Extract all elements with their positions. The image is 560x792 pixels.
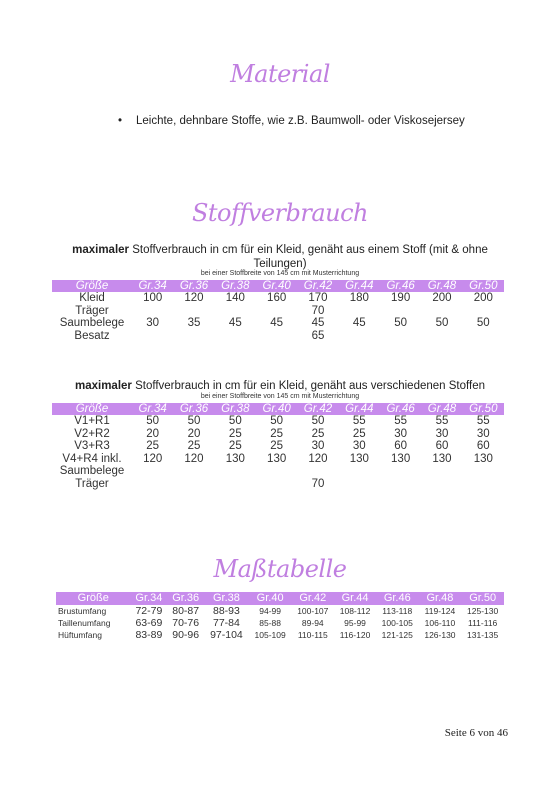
table-cell: 50 bbox=[228, 415, 242, 427]
header-cell-gr34: Gr.34 bbox=[130, 592, 167, 605]
table-cell: 113-118 bbox=[382, 606, 413, 616]
table-cell bbox=[380, 330, 421, 343]
table-cell: 20 bbox=[146, 427, 160, 440]
table-cell: 95-99 bbox=[344, 618, 366, 628]
header-cell-gr36: Gr.36 bbox=[173, 280, 214, 292]
table-cell: 120 bbox=[184, 452, 204, 465]
table1-subcaption: bei einer Stoffbreite von 145 cm mit Musterrichtung bbox=[200, 270, 360, 277]
table-row bbox=[52, 292, 504, 305]
section-title-stoffverbrauch: Stoffverbrauch bbox=[191, 199, 369, 227]
table-cell: 60 bbox=[435, 440, 449, 453]
table-cell bbox=[173, 330, 214, 343]
row-label: V1+R1 bbox=[74, 415, 110, 427]
table-cell bbox=[215, 478, 256, 491]
row-label: Hüftumfang bbox=[58, 630, 102, 640]
table-cell: 130 bbox=[349, 452, 369, 465]
table-cell: 90-96 bbox=[172, 629, 200, 641]
row-label: Brustumfang bbox=[58, 606, 107, 616]
table-cell: 200 bbox=[473, 292, 493, 304]
row-label: Saumbelege bbox=[59, 465, 125, 478]
table-cell: 119-124 bbox=[424, 606, 456, 616]
page-number: Seite 6 von 46 bbox=[444, 727, 508, 739]
table-cell: 120 bbox=[308, 452, 328, 465]
table-cell: 121-125 bbox=[381, 630, 413, 640]
table-cell: 55 bbox=[352, 415, 366, 427]
table2-caption-rest: Stoffverbrauch in cm für ein Kleid, genäht aus verschiedenen Stoffen bbox=[131, 380, 485, 392]
table-cell: 180 bbox=[349, 292, 369, 304]
table-cell bbox=[256, 465, 297, 478]
header-cell-gr46: Gr.46 bbox=[380, 280, 421, 292]
table2-subcaption: bei einer Stoffbreite von 145 cm mit Musterrichtung bbox=[200, 393, 360, 400]
table-row bbox=[52, 478, 504, 491]
table-cell: 70 bbox=[311, 477, 325, 490]
table-cell: 55 bbox=[435, 415, 449, 427]
table-cell: 45 bbox=[352, 317, 366, 330]
table-cell: 30 bbox=[352, 440, 366, 453]
table-cell: 25 bbox=[228, 440, 242, 453]
table-cell: 110-115 bbox=[297, 630, 328, 640]
size-chart-table bbox=[56, 592, 504, 641]
table-cell bbox=[380, 305, 421, 318]
table-cell: 100-107 bbox=[297, 606, 329, 616]
table-cell bbox=[256, 330, 297, 343]
table-cell bbox=[463, 478, 504, 491]
header-cell-size: Größe bbox=[56, 592, 130, 605]
header-cell-gr44: Gr.44 bbox=[334, 592, 376, 605]
material-bullet-text: Leichte, dehnbare Stoffe, wie z.B. Baumwoll- oder Viskosejersey bbox=[136, 115, 465, 127]
table-row bbox=[52, 415, 504, 428]
table-cell: 70-76 bbox=[172, 617, 200, 629]
table-cell: 50 bbox=[476, 317, 490, 330]
table-cell bbox=[339, 478, 380, 491]
table-cell: 30 bbox=[394, 427, 408, 440]
table-row bbox=[52, 428, 504, 441]
table-cell: 116-120 bbox=[339, 630, 371, 640]
table2-caption bbox=[60, 379, 500, 393]
table-cell: 120 bbox=[143, 452, 163, 465]
row-label: Kleid bbox=[79, 292, 105, 304]
table-cell bbox=[421, 330, 462, 343]
table-cell bbox=[256, 305, 297, 318]
header-cell-gr48: Gr.48 bbox=[421, 280, 462, 292]
table-row bbox=[56, 617, 504, 629]
table-row bbox=[56, 629, 504, 641]
table-cell: 111-116 bbox=[467, 618, 498, 628]
row-label: V3+R3 bbox=[74, 440, 110, 453]
table-cell bbox=[421, 305, 462, 318]
table-cell: 160 bbox=[267, 292, 287, 304]
header-cell-gr36: Gr.36 bbox=[173, 403, 214, 415]
table-cell bbox=[132, 465, 173, 478]
header-cell-size: Größe bbox=[52, 403, 132, 415]
header-cell-gr48: Gr.48 bbox=[421, 403, 462, 415]
table-cell: 30 bbox=[435, 427, 449, 440]
table-cell bbox=[421, 465, 462, 478]
row-label: Saumbelege bbox=[59, 317, 125, 330]
table-cell: 130 bbox=[267, 452, 287, 465]
table-cell: 130 bbox=[473, 452, 493, 465]
table-cell: 130 bbox=[432, 452, 452, 465]
table-cell: 45 bbox=[270, 317, 284, 330]
header-cell-gr34: Gr.34 bbox=[132, 403, 173, 415]
table-cell bbox=[256, 478, 297, 491]
table-cell: 106-110 bbox=[424, 618, 456, 628]
table-cell: 55 bbox=[476, 415, 490, 427]
table-cell bbox=[380, 478, 421, 491]
table-cell: 65 bbox=[311, 329, 325, 342]
table-cell bbox=[380, 465, 421, 478]
table-cell: 100 bbox=[143, 292, 163, 304]
bullet-icon: • bbox=[118, 115, 123, 127]
table-cell: 50 bbox=[394, 317, 408, 330]
table-cell: 130 bbox=[391, 452, 411, 465]
table-cell: 45 bbox=[311, 317, 325, 330]
header-cell-size: Größe bbox=[52, 280, 132, 292]
header-cell-gr40: Gr.40 bbox=[249, 592, 292, 605]
header-cell-gr40: Gr.40 bbox=[256, 280, 297, 292]
table-cell: 20 bbox=[187, 427, 201, 440]
row-label: Träger bbox=[75, 477, 109, 490]
table-cell: 30 bbox=[476, 427, 490, 440]
header-cell-gr42: Gr.42 bbox=[297, 403, 338, 415]
header-cell-gr42: Gr.42 bbox=[291, 592, 334, 605]
header-cell-gr50: Gr.50 bbox=[461, 592, 504, 605]
table-cell bbox=[215, 305, 256, 318]
table-cell bbox=[463, 305, 504, 318]
table-cell bbox=[421, 478, 462, 491]
table-cell: 97-104 bbox=[210, 629, 243, 641]
table-cell: 45 bbox=[228, 317, 242, 330]
table-cell bbox=[339, 330, 380, 343]
fabric-table-single bbox=[52, 280, 504, 342]
table-cell bbox=[463, 330, 504, 343]
table-cell: 25 bbox=[270, 427, 284, 440]
table-cell: 130 bbox=[225, 452, 245, 465]
table-cell: 131-135 bbox=[467, 630, 499, 640]
table-cell: 88-93 bbox=[212, 605, 240, 617]
table-cell: 25 bbox=[228, 427, 242, 440]
table-row bbox=[52, 440, 504, 453]
table-cell: 77-84 bbox=[212, 617, 240, 629]
table-row bbox=[52, 330, 504, 343]
table1-caption-bold: maximaler bbox=[72, 244, 130, 256]
table1-caption-rest: Stoffverbrauch in cm für ein Kleid, genäht aus einem Stoff (mit & ohne Teilungen) bbox=[129, 244, 488, 270]
table-cell: 94-99 bbox=[259, 606, 281, 616]
table-cell: 89-94 bbox=[301, 618, 324, 628]
table-cell: 60 bbox=[476, 440, 490, 453]
table-cell bbox=[173, 465, 214, 478]
table-cell: 85-88 bbox=[259, 618, 281, 628]
table-cell: 55 bbox=[394, 415, 408, 427]
table-cell bbox=[132, 305, 173, 318]
header-cell-gr36: Gr.36 bbox=[167, 592, 204, 605]
table-cell: 30 bbox=[146, 317, 160, 330]
table-header-row bbox=[52, 403, 504, 415]
table-cell: 72-79 bbox=[135, 605, 163, 617]
table-cell bbox=[215, 330, 256, 343]
header-cell-gr50: Gr.50 bbox=[463, 403, 504, 415]
table-cell: 25 bbox=[352, 427, 366, 440]
table-cell: 200 bbox=[432, 292, 452, 304]
table-cell: 126-130 bbox=[424, 630, 456, 640]
row-label: V4+R4 inkl. bbox=[62, 452, 122, 465]
header-cell-gr38: Gr.38 bbox=[215, 403, 256, 415]
table-cell: 30 bbox=[311, 440, 325, 453]
header-cell-gr38: Gr.38 bbox=[215, 280, 256, 292]
table-cell bbox=[132, 478, 173, 491]
header-cell-gr48: Gr.48 bbox=[419, 592, 462, 605]
table-row bbox=[52, 317, 504, 330]
row-label: Träger bbox=[75, 304, 109, 317]
table-cell bbox=[215, 465, 256, 478]
row-label: Besatz bbox=[74, 329, 110, 342]
table-cell: 125-130 bbox=[467, 606, 499, 616]
table-cell: 50 bbox=[311, 415, 325, 427]
table-cell: 25 bbox=[311, 427, 325, 440]
table-cell: 120 bbox=[184, 292, 204, 304]
table-cell: 25 bbox=[270, 440, 284, 453]
table-cell: 108-112 bbox=[339, 606, 371, 616]
table-cell: 140 bbox=[225, 292, 245, 304]
table-cell bbox=[173, 305, 214, 318]
table-row bbox=[56, 605, 504, 617]
material-bullet bbox=[118, 115, 465, 127]
table-cell bbox=[339, 465, 380, 478]
table-cell: 190 bbox=[391, 292, 411, 304]
table-cell: 83-89 bbox=[135, 629, 163, 641]
header-cell-gr44: Gr.44 bbox=[339, 403, 380, 415]
table-row bbox=[52, 465, 504, 478]
table-cell: 50 bbox=[146, 415, 160, 427]
table-cell: 170 bbox=[308, 292, 328, 304]
table-row bbox=[52, 453, 504, 466]
table-cell: 80-87 bbox=[172, 605, 200, 617]
table-cell: 50 bbox=[270, 415, 284, 427]
table-cell bbox=[339, 305, 380, 318]
header-cell-gr38: Gr.38 bbox=[204, 592, 249, 605]
table-cell: 70 bbox=[311, 304, 325, 317]
row-label: V2+R2 bbox=[74, 427, 110, 440]
table-cell: 105-109 bbox=[254, 630, 286, 640]
header-cell-gr44: Gr.44 bbox=[339, 280, 380, 292]
table1-caption bbox=[60, 243, 500, 271]
table-cell: 25 bbox=[187, 440, 201, 453]
table2-caption-bold: maximaler bbox=[74, 380, 132, 392]
table-header-row bbox=[56, 592, 504, 605]
header-cell-gr46: Gr.46 bbox=[376, 592, 419, 605]
row-label: Taillenumfang bbox=[58, 618, 111, 628]
table-cell: 50 bbox=[435, 317, 449, 330]
header-cell-gr50: Gr.50 bbox=[463, 280, 504, 292]
table-header-row bbox=[52, 280, 504, 292]
table-cell bbox=[173, 478, 214, 491]
header-cell-gr40: Gr.40 bbox=[256, 403, 297, 415]
section-title-masstabelle: Maßtabelle bbox=[213, 555, 347, 583]
table-cell: 100-105 bbox=[381, 618, 413, 628]
table-cell: 50 bbox=[187, 415, 201, 427]
table-cell bbox=[297, 465, 338, 478]
header-cell-gr34: Gr.34 bbox=[132, 280, 173, 292]
table-cell bbox=[463, 465, 504, 478]
section-title-material: Material bbox=[230, 60, 330, 88]
table-cell: 35 bbox=[187, 317, 201, 330]
table-cell: 60 bbox=[394, 440, 408, 453]
table-row bbox=[52, 305, 504, 318]
header-cell-gr42: Gr.42 bbox=[297, 280, 338, 292]
table-cell bbox=[132, 330, 173, 343]
table-cell: 25 bbox=[146, 440, 160, 453]
fabric-table-multi bbox=[52, 403, 504, 491]
table-cell: 63-69 bbox=[135, 617, 163, 629]
header-cell-gr46: Gr.46 bbox=[380, 403, 421, 415]
